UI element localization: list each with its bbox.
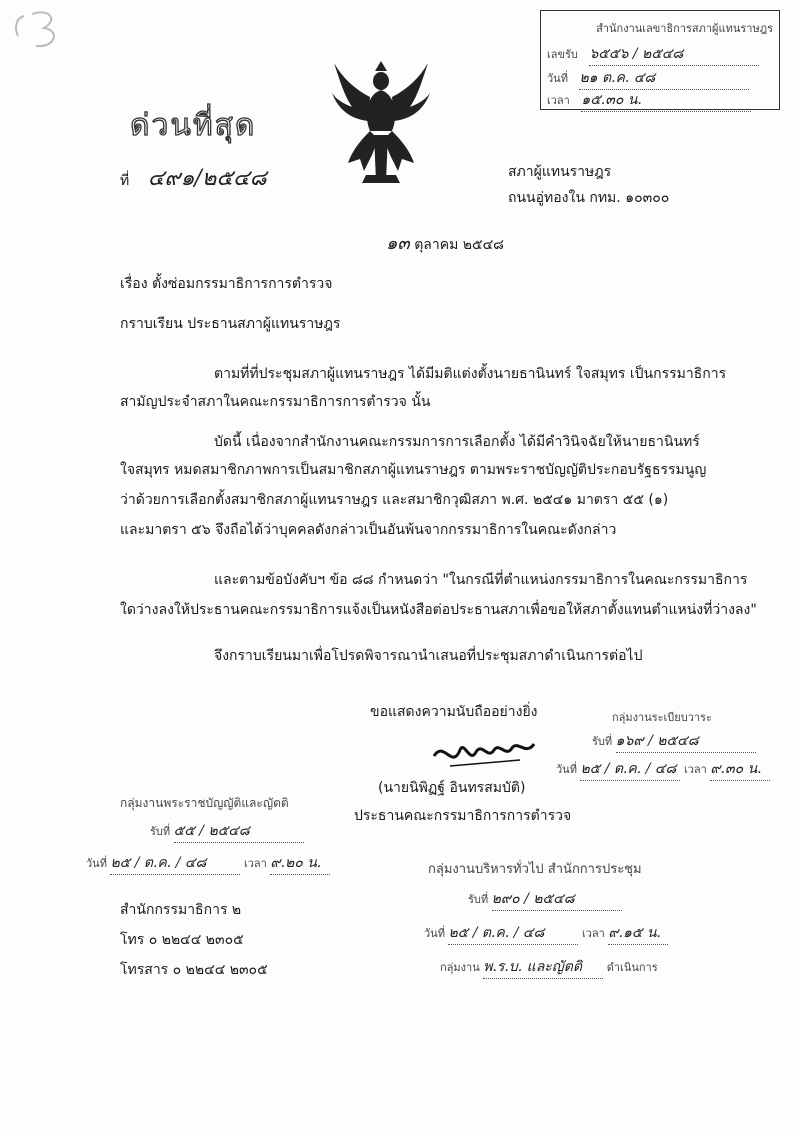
stamp-admin-org: กลุ่มงานบริหารทั่วไป สำนักการประชุม: [428, 862, 642, 877]
stamp-received-value: ๖๕๕๖ / ๒๕๔๘: [589, 43, 759, 66]
date-month-year: ตุลาคม ๒๕๔๘: [414, 237, 504, 253]
body-p1-line1: ตามที่ที่ประชุมสภาผู้แทนราษฎร ได้มีมติแต่งตั้งนายธานินทร์ ใจสมุทร เป็นกรรมาธิการ: [214, 366, 727, 382]
body-p1-line2: สามัญประจำสภาในคณะกรรมาธิการการตำรวจ นั้น: [120, 394, 431, 410]
stamp-agenda-received-label: รับที่: [592, 735, 613, 748]
margin-handwritten-mark: [10, 6, 70, 56]
stamp-agenda-received: [592, 730, 756, 753]
garuda-emblem-icon: [330, 55, 432, 185]
stamp-admin-date-label: วันที่: [424, 927, 445, 940]
body-p3-line1: และตามข้อบังคับฯ ข้อ ๘๘ กำหนดว่า "ในกรณีที่ตำแหน่งกรรมาธิการในคณะกรรมาธิการ: [214, 572, 748, 588]
receipt-stamp-secretariat: [540, 10, 780, 110]
stamp-law-time-label: เวลา: [243, 857, 267, 870]
stamp-agenda-date: [556, 758, 770, 781]
stamp-agenda-org: กลุ่มงานระเบียบวาระ: [612, 711, 712, 724]
stamp-law-received-value: ๕๕ / ๒๕๔๘: [174, 820, 304, 843]
sender-address-line1: สภาผู้แทนราษฎร: [508, 164, 612, 180]
stamp-org: สำนักงานเลขาธิการสภาผู้แทนราษฎร: [596, 22, 773, 35]
stamp-date-label: วันที่: [547, 72, 568, 85]
footer-fax: โทรสาร ๐ ๒๒๔๔ ๒๓๐๕: [120, 962, 268, 978]
document-number-value: ๔๙๑/๒๕๔๘: [147, 166, 267, 191]
stamp-admin-received-value: ๒๙๐ / ๒๕๔๘: [492, 888, 622, 911]
stamp-admin-received-label: รับที่: [468, 893, 489, 906]
body-p2-line1: บัดนี้ เนื่องจากสำนักงานคณะกรรมการการเลือกตั้ง ได้มีคำวินิจฉัยให้นายธานินทร์: [214, 434, 700, 450]
document-number: [120, 160, 267, 195]
document-date: [386, 234, 504, 255]
stamp-agenda-date-value: ๒๕ / ต.ค. / ๔๘: [580, 758, 680, 781]
salutation-line: กราบเรียน ประธานสภาผู้แทนราษฎร: [120, 316, 341, 332]
stamp-law-received: [150, 820, 304, 843]
body-p2-line2: ใจสมุทร หมดสมาชิกภาพการเป็นสมาชิกสภาผู้แทนราษฎร ตามพระราชบัญญัติประกอบรัฐธรรมนูญ: [120, 462, 707, 478]
stamp-law-org: กลุ่มงานพระราชบัญญัติและญัตติ: [120, 796, 289, 810]
stamp-admin-group: [440, 956, 658, 979]
document-number-label: ที่: [120, 173, 130, 189]
stamp-law-date-value: ๒๕ / ต.ค. / ๔๘: [110, 852, 240, 875]
stamp-admin-group-value: พ.ร.บ. และญัตติ: [483, 956, 603, 979]
footer-phone: โทร ๐ ๒๒๔๔ ๒๓๐๕: [120, 932, 244, 948]
stamp-admin-time-label: เวลา: [581, 927, 605, 940]
stamp-agenda-time-value: ๙.๓๐ น.: [710, 758, 770, 781]
body-p4: จึงกราบเรียนมาเพื่อโปรดพิจารณานำเสนอที่ประชุมสภาดำเนินการต่อไป: [214, 648, 643, 664]
signatory-position: ประธานคณะกรรมาธิการการตำรวจ: [354, 808, 572, 824]
stamp-law-time-value: ๙.๒๐ น.: [270, 852, 330, 875]
stamp-time-value: ๑๕.๓๐ น.: [581, 89, 751, 112]
signature-icon: [430, 730, 540, 776]
stamp-agenda-date-label: วันที่: [556, 763, 577, 776]
stamp-date-value: ๒๑ ต.ค. ๔๘: [579, 67, 749, 90]
signatory-name: (นายนิพิฏฐ์ อินทรสมบัติ): [378, 780, 526, 796]
stamp-admin-group-label: กลุ่มงาน: [440, 961, 480, 974]
stamp-admin-received: [468, 888, 622, 911]
urgency-stamp: ด่วนที่สุด: [130, 108, 257, 143]
stamp-admin-time-value: ๙.๑๕ น.: [608, 922, 668, 945]
body-p2-line4: และมาตรา ๕๖ จึงถือได้ว่าบุคคลดังกล่าวเป็นอันพ้นจากกรรมาธิการในคณะดังกล่าว: [120, 522, 617, 538]
stamp-law-received-label: รับที่: [150, 825, 171, 838]
stamp-agenda-received-value: ๑๖๙ / ๒๕๔๘: [616, 730, 756, 753]
stamp-received-label: เลขรับ: [547, 48, 578, 61]
sender-address-line2: ถนนอู่ทองใน กทม. ๑๐๓๐๐: [508, 190, 670, 206]
stamp-admin-date-value: ๒๕ / ต.ค. / ๔๘: [448, 922, 578, 945]
stamp-agenda-time-label: เวลา: [683, 763, 707, 776]
subject-line: เรื่อง ตั้งซ่อมกรรมาธิการการตำรวจ: [120, 276, 333, 292]
body-p2-line3: ว่าด้วยการเลือกตั้งสมาชิกสภาผู้แทนราษฎร และสมาชิกวุฒิสภา พ.ศ. ๒๕๔๑ มาตรา ๕๕ (๑): [120, 492, 669, 508]
stamp-law-date-label: วันที่: [86, 857, 107, 870]
stamp-admin-date: [424, 922, 668, 945]
body-p3-line2: ใดว่างลงให้ประธานคณะกรรมาธิการแจ้งเป็นหนังสือต่อประธานสภาเพื่อขอให้สภาตั้งแทนตำแหน่งที่ว่างลง": [120, 602, 757, 618]
stamp-law-date: [86, 852, 330, 875]
footer-office: สำนักกรรมาธิการ ๒: [120, 902, 242, 918]
stamp-admin-action-label: ดำเนินการ: [606, 961, 658, 974]
stamp-time-label: เวลา: [547, 94, 570, 107]
date-day: ๑๓: [386, 233, 410, 254]
closing-line: ขอแสดงความนับถืออย่างยิ่ง: [370, 704, 538, 720]
